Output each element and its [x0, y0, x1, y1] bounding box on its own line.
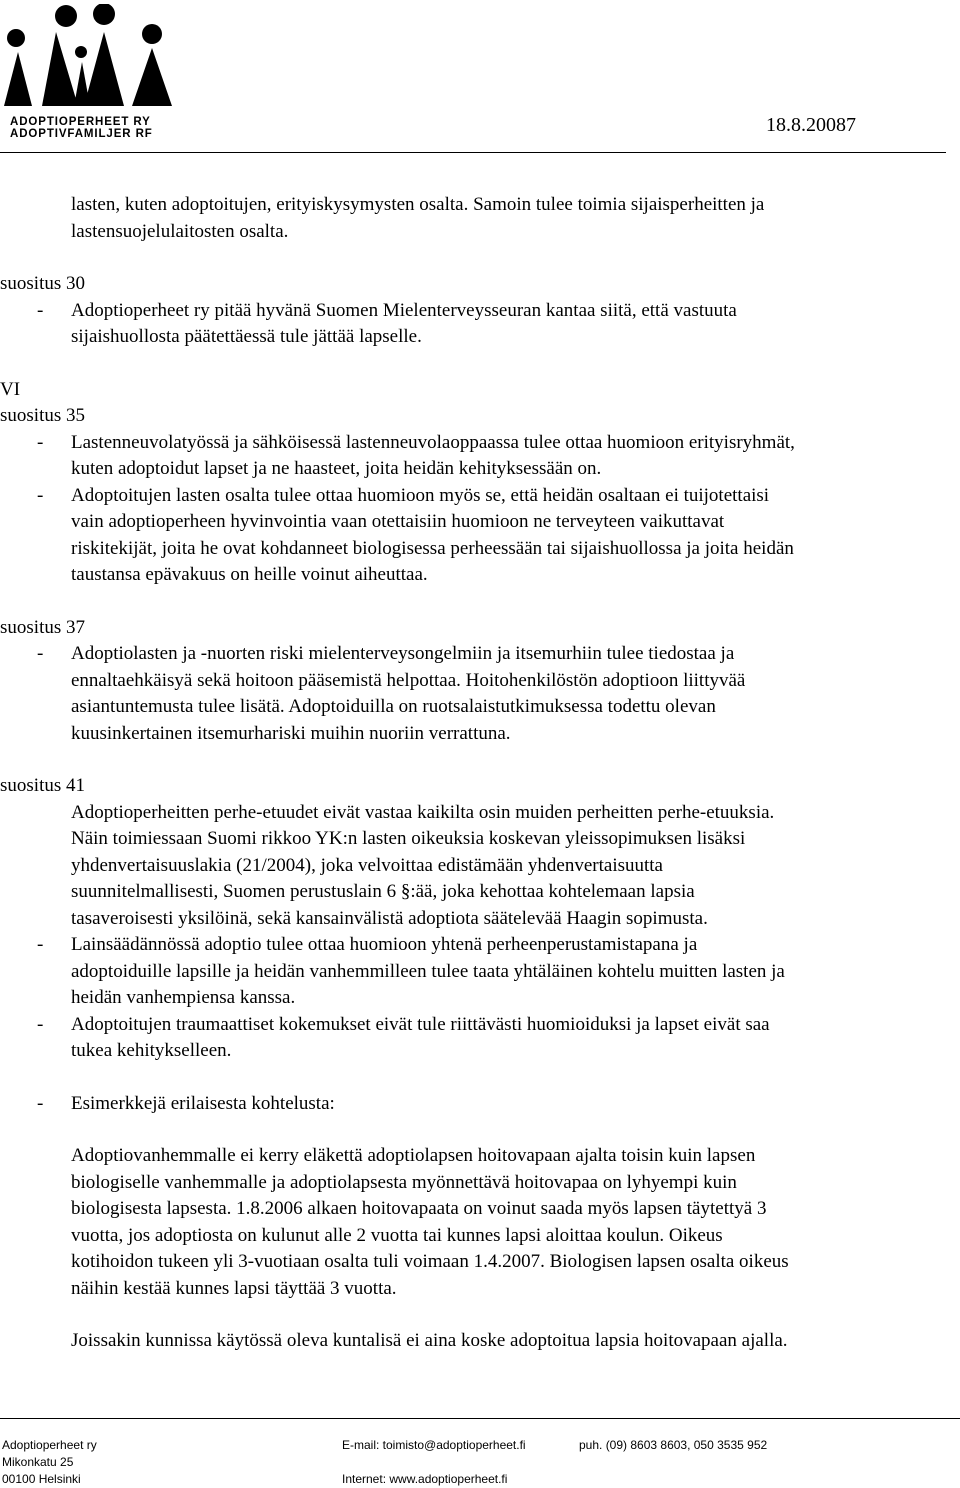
text-line: Adoptoitujen traumaattiset kokemukset eivät tule riittävästi huomioiduksi ja lapset eivät saa — [71, 1013, 770, 1035]
intro-paragraph — [0, 192, 958, 245]
text-line: vain adoptioperheen hyvinvointia vaan otettaisiin huomioon ne terveyteen vaikuttavat — [71, 511, 725, 532]
text-line: riskitekijät, joita he ovat kohdanneet biologisessa perheessään tai sijaishuollossa ja joita heidän — [71, 537, 794, 559]
list-dash: - — [37, 484, 44, 506]
text-line: Näin toimiessaan Suomi rikkoo YK:n lasten oikeuksia koskevan yleissopimuksen lisäksi — [71, 828, 746, 849]
closing-paragraph — [0, 1328, 958, 1355]
text-line: biologisesta lapsesta. 1.8.2006 alkaen hoitovapaata on voinut saada myös lapsen täytettyä 3 — [71, 1198, 767, 1219]
list-dash: - — [37, 643, 44, 664]
recommendation-35-item-2 — [0, 483, 958, 589]
text-line: asiantuntemusta tulee lisätä. Adoptoiduilla on ruotsalaistutkimuksessa todettu olevan — [71, 696, 716, 717]
footer-email: E-mail: toimisto@adoptioperheet.fi — [342, 1438, 526, 1452]
text-line: tasaveroisesti yksilöinä, sekä kansainvälistä adoptiota säätelevää Haagin sopimusta. — [71, 907, 708, 929]
recommendation-41-item-2 — [0, 1012, 958, 1065]
text-line: yhdenvertaisuuslakia (21/2004), joka velvoittaa edistämään yhdenvertaisuutta — [71, 854, 663, 876]
text-line: heidän vanhempiensa kanssa. — [71, 987, 296, 1008]
text-line: sijaishuollosta päätettäessä tule jättää lapselle. — [71, 326, 422, 347]
organization-logo — [4, 4, 184, 139]
list-dash: - — [37, 431, 44, 453]
recommendation-41-item-1 — [0, 932, 958, 1012]
section-vi-heading: VI — [0, 378, 21, 400]
text-line: Adoptioperheet ry pitää hyvänä Suomen Mielenterveysseuran kantaa siitä, että vastuuta — [71, 299, 737, 321]
recommendation-41-paragraph — [0, 800, 958, 933]
logo-figures-icon — [4, 4, 184, 114]
list-dash: - — [37, 299, 44, 321]
text-line: Lainsäädännössä adoptio tulee ottaa huomioon yhtenä perheenperustamistapana ja — [71, 934, 698, 955]
footer-org-name: Adoptioperheet ry — [2, 1438, 97, 1452]
text-line: adoptoiduille lapsille ja heidän vanhemmilleen tulee taata yhtäläinen kohtelu muitten lasten ja — [71, 960, 785, 982]
logo-name-swedish: ADOPTIVFAMILJER RF — [10, 128, 153, 140]
list-dash: - — [37, 1092, 44, 1114]
text-line: Esimerkkejä erilaisesta kohtelusta: — [71, 1092, 335, 1114]
recommendation-30-item — [0, 298, 958, 351]
text-line: tukea kehitykselleen. — [71, 1040, 232, 1061]
text-line: kotihoidon tukeen yli 3-vuotiaan osalta tuli voimaan 1.4.2007. Biologisen lapsen osalta oikeus — [71, 1251, 789, 1272]
examples-paragraph — [0, 1143, 958, 1302]
text-line: lastensuojelulaitosten osalta. — [71, 220, 289, 242]
text-line: vuotta, jos adoptiosta on kulunut alle 2 vuotta tai kunnes lapsi aloittaa koulun. Oikeus — [71, 1224, 723, 1246]
footer-website: Internet: www.adoptioperheet.fi — [342, 1472, 508, 1486]
text-line: kuusinkertainen itsemurhariski muihin nuoriin verrattuna. — [71, 722, 511, 744]
text-line: Lastenneuvolatyössä ja sähköisessä lastenneuvolaoppaassa tulee ottaa huomioon erityisryhmät, — [71, 431, 795, 453]
recommendation-37-heading: suositus 37 — [0, 616, 85, 638]
text-line: taustansa epävakuus on heille voinut aiheuttaa. — [71, 564, 428, 585]
text-line: lasten, kuten adoptoitujen, erityiskysymysten osalta. Samoin tulee toimia sijaisperheitten ja — [71, 194, 765, 215]
list-dash: - — [37, 934, 44, 955]
footer-contact — [342, 1437, 526, 1488]
recommendation-37-item — [0, 641, 958, 747]
text-line: kuten adoptoidut lapset ja ne haasteet, joita heidän kehityksessään on. — [71, 458, 602, 479]
recommendation-35-item-1 — [0, 430, 958, 483]
text-line: Joissakin kunnissa käytössä oleva kuntalisä ei aina koske adoptoitua lapsia hoitovapaan ajalla. — [71, 1330, 788, 1351]
text-line: Adoptoitujen lasten osalta tulee ottaa huomioon myös se, että heidän osaltaan ei tuijotettaisi — [71, 484, 770, 506]
text-line: näihin kestää kunnes lapsi täyttää 3 vuotta. — [71, 1277, 397, 1299]
logo-name-finnish: ADOPTIOPERHEET RY — [10, 116, 151, 128]
footer-phone-block — [579, 1437, 767, 1454]
text-line: Adoptiovanhemmalle ei kerry eläkettä adoptiolapsen hoitovapaan ajalta toisin kuin lapsen — [71, 1145, 756, 1166]
recommendation-41-item-3 — [0, 1091, 958, 1118]
footer-city: 00100 Helsinki — [2, 1472, 81, 1486]
text-line: ennaltaehkäisyä sekä hoitoon pääsemistä helpottaa. Hoitohenkilöstön adoptioon liittyvää — [71, 669, 746, 691]
recommendation-41-heading: suositus 41 — [0, 775, 85, 796]
footer-divider — [0, 1418, 960, 1419]
recommendation-35-heading: suositus 35 — [0, 405, 85, 426]
footer-street: Mikonkatu 25 — [2, 1455, 74, 1469]
text-line: Adoptioperheitten perhe-etuudet eivät vastaa kaikilta osin muiden perheitten perhe-etuuksia. — [71, 801, 775, 823]
text-line: Adoptiolasten ja -nuorten riski mielenterveysongelmiin ja itsemurhiin tulee tiedostaa ja — [71, 643, 735, 664]
text-line: suunnitelmallisesti, Suomen perustuslain 6 §:ää, joka kehottaa kohtelemaan lapsia — [71, 881, 695, 902]
text-line: biologiselle vanhemmalle ja adoptiolapsesta myönnettävä hoitovapaa on lyhyempi kuin — [71, 1171, 737, 1193]
header-divider — [0, 152, 946, 153]
footer-address — [2, 1437, 97, 1488]
footer-phone: puh. (09) 8603 8603, 050 3535 952 — [579, 1438, 768, 1452]
document-date: 18.8.20087 — [766, 114, 856, 136]
list-dash: - — [37, 1013, 44, 1035]
document-body — [0, 192, 958, 1355]
recommendation-30-heading: suositus 30 — [0, 273, 85, 294]
